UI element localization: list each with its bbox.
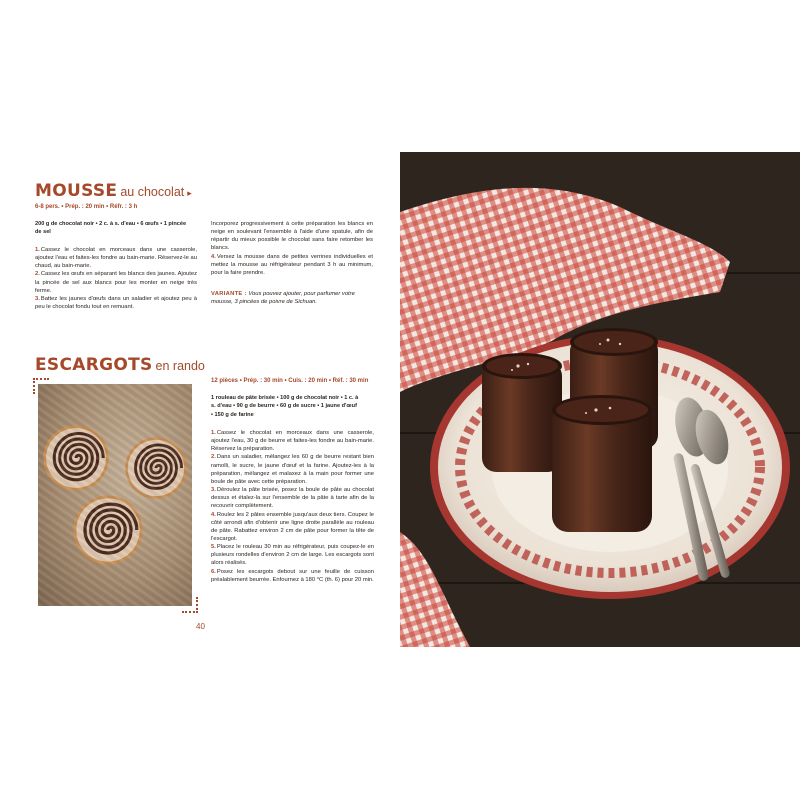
- step-text: Dans un saladier, mélangez les 60 g de beurre restant bien ramolli, le sucre, le jaune d'œuf et la farine. Ajoutez-les à la préparation, mélangez et malaxez à la main pour former une boule de pâte avec cette préparation.: [211, 454, 374, 485]
- step-number: 3.: [211, 487, 216, 494]
- step-text: Versez la mousse dans de petites verrines individuelles et mettez la mousse au réfrigérateur pendant 3 h au minimum, pour la faire prendre.: [211, 253, 373, 276]
- step-text: Posez les escargots debout sur une feuille de cuisson préalablement beurrée. Enfournez à 180 °C (th. 6) pour 20 min.: [211, 568, 374, 583]
- step-text: Placez le rouleau 30 min au réfrigérateur, puis coupez-le en plusieurs rondelles d'environ 2 cm de large. Les escargots sont alors réalisés.: [211, 544, 374, 567]
- step-item: [211, 543, 374, 567]
- escargots-title-main: ESCARGOTS: [35, 355, 153, 375]
- escargots-meta: 12 pièces • Prép. : 30 min • Cuis. : 20 min • Réf. : 30 min: [211, 378, 369, 384]
- mousse-variant: [211, 290, 373, 306]
- ingredient-line: de sel: [35, 229, 51, 236]
- step-number: 3.: [35, 295, 40, 302]
- step-number: 1.: [211, 430, 216, 436]
- step-item: [35, 295, 197, 311]
- step-item: [35, 270, 197, 294]
- step-text: Cassez les œufs en séparant les blancs des jaunes. Ajoutez la pincée de sel aux blancs pour les monter en neige très ferme.: [35, 271, 197, 294]
- mousse-jar-front: [552, 395, 652, 532]
- mousse-meta: 6-8 pers. • Prép. : 20 min • Réfr. : 3 h: [35, 204, 138, 210]
- mousse-jar-back-left: [482, 353, 562, 472]
- mousse-steps: [35, 246, 197, 311]
- escargots-steps: [211, 429, 374, 584]
- step-continuation: Incorporez progressivement à cette préparation les blancs en neige en soulevant l'ensemble à l'aide d'une spatule, afin de répartir du mieux possible le chocolat sans faire retomber les blancs.: [211, 221, 373, 252]
- ingredient-line: • 150 g de farine: [211, 411, 254, 418]
- escargot-pastry-image: [42, 424, 110, 492]
- escargots-ingredients: [211, 394, 374, 419]
- variant-text: Vous pouvez ajouter, pour parfumer votre mousse, 3 pincées de poivre de Sichuan.: [211, 291, 355, 306]
- step-number: 6.: [211, 568, 216, 575]
- step-item: [211, 486, 374, 510]
- step-text: Battez les jaunes d'œufs dans un saladier et ajoutez peu à peu le chocolat fondu tout en remuant.: [35, 295, 197, 311]
- step-text: Déroulez la pâte brisée, posez la boule de pâte au chocolat dessus et étalez-la sur l'ensemble de la pâte à tarte afin de la recouvrir complètement.: [211, 487, 374, 510]
- mousse-title-main: MOUSSE: [35, 181, 118, 201]
- step-text: Roulez les 2 pâtes ensemble jusqu'aux deux tiers. Coupez le côté arrondi afin d'obtenir une ligne droite parallèle au rouleau de pâte. Rabattez environ 2 cm de pâte pour former la tête de l'escargot.: [211, 511, 374, 542]
- mousse-ingredients: [35, 220, 197, 237]
- mousse-steps-continued: [211, 220, 373, 277]
- step-number: 4.: [211, 253, 216, 260]
- step-item: [211, 511, 374, 543]
- step-text: Cassez le chocolat en morceaux dans une casserole, ajoutez l'eau, 30 g de beurre et faites-les fondre au bain-marie. Réservez la préparation.: [211, 430, 374, 453]
- variant-label: VARIANTE :: [211, 291, 247, 297]
- escargot-pastry-image: [124, 436, 188, 500]
- mousse-photo-illustration: [400, 152, 800, 647]
- step-number: 2.: [211, 454, 216, 461]
- step-number: 5.: [211, 544, 216, 551]
- escargot-pastry-image: [72, 494, 144, 566]
- step-item: [211, 253, 373, 277]
- mousse-title: [35, 176, 192, 203]
- mousse-title-sub: au chocolat: [120, 185, 185, 199]
- step-item: [211, 453, 374, 485]
- step-item: [211, 429, 374, 453]
- step-number: 2.: [35, 271, 40, 278]
- ingredient-line: s. d'eau • 90 g de beurre • 60 g de sucre • 1 jaune d'œuf: [211, 403, 357, 410]
- step-text: Cassez le chocolat en morceaux dans une casserole, ajoutez l'eau et faites-les fondre au bain-marie. Réservez-le au chaud, au bain-marie.: [35, 247, 197, 270]
- escargots-title-sub: en rando: [155, 359, 205, 373]
- step-item: [35, 246, 197, 270]
- escargots-photo: [38, 384, 192, 606]
- baking-paper-background: [38, 384, 192, 606]
- step-number: 1.: [35, 247, 40, 253]
- page-number: 40: [196, 622, 205, 631]
- ingredient-line: 200 g de chocolat noir • 2 c. à s. d'eau • 6 œufs • 1 pincée: [35, 221, 187, 227]
- ingredient-line: 1 rouleau de pâte brisée • 100 g de chocolat noir • 1 c. à: [211, 395, 359, 401]
- mousse-photo: [400, 152, 800, 647]
- step-number: 4.: [211, 511, 216, 518]
- step-item: [211, 568, 374, 584]
- escargots-title: [35, 350, 205, 377]
- triangle-right-icon: ▸: [187, 189, 192, 199]
